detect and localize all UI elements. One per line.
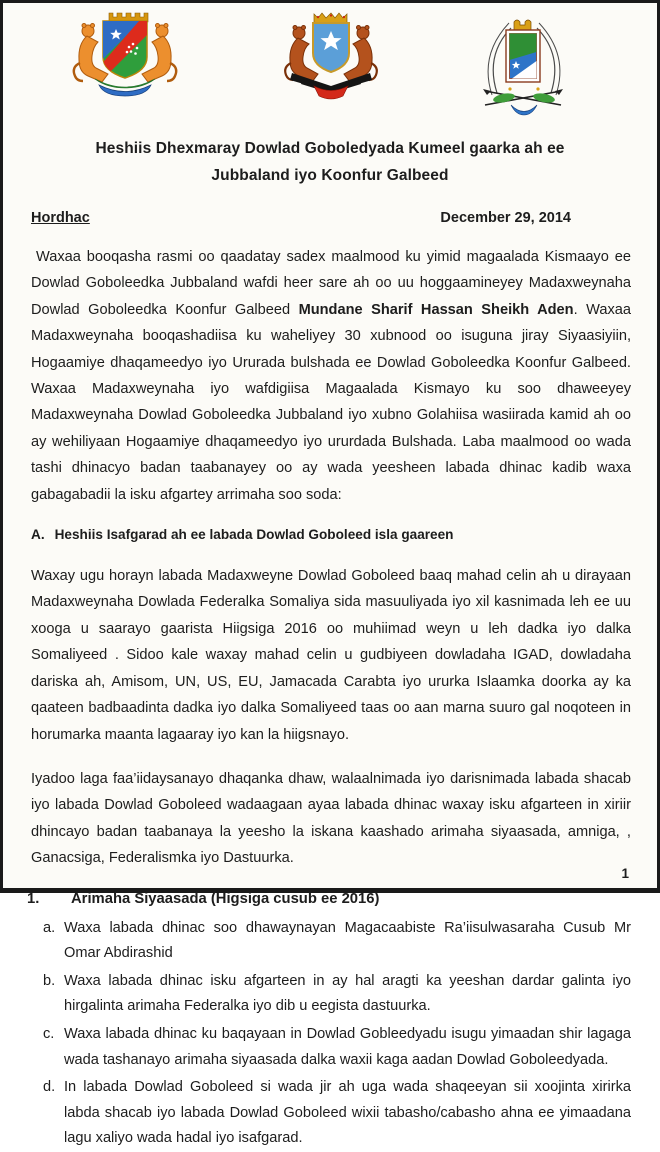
page-number: 1	[621, 866, 629, 881]
list-item-a-marker: a.	[43, 919, 56, 936]
document-date: December 29, 2014	[440, 210, 571, 226]
document-title: Heshiis Dhexmaray Dowlad Goboledyada Kumeel gaarka ah ee Jubbaland iyo Koonfur Galbeed	[95, 140, 565, 184]
section-a-heading	[31, 525, 631, 545]
section-1-number: 1.	[27, 890, 40, 907]
emblem-row	[3, 3, 657, 121]
koonfur-galbeed-coat-of-arms-icon	[461, 15, 587, 118]
list-item-d-text: In labada Dowlad Goboleed si wada jir ah uga wada shaqeeyan sii xoojinta xirirka labda shacab iyo labada Dowlad Goboleed wixii tabasho/cabasho ahna ee yimaadana lagu xaliyo wada hadal iyo isafgarad.	[64, 1079, 631, 1147]
section-1-title: Arimaha Siyaasada (Higsiga cusub ee 2016)	[71, 890, 380, 907]
paragraph-gratitude: Waxay ugu horayn labada Madaxweyne Dowlad Goboleed baaq mahad celin ah u dirayaan Madaxweynaha Dowlada Federalka Somaliya sida masuuliyada iyo xil kasnimada leh ee uu xooga u saarayo gaarista Hiigsiga 2016 oo muhiimad weyn u leh dadka iyo dalka Somaliyeed . Sidoo kale waxay mahad celin u gudbiyeen dowladaha IGAD, dowladaha dariska ah, Amisom, UN, US, EU, Jamacada Carabta iyo ururka Islaamka doorka ay ka qaateen badbaadinta dadka iyo dalka Somaliyeed taas oo aan marna suuro gal noqoteen in horumarka maanta lagaaray iyo kan la hiigsnayo.	[31, 568, 631, 743]
hordhac-heading: Hordhac	[31, 210, 90, 226]
list-item-a	[43, 916, 631, 967]
intro-text-after: . Waxaa Madaxweynaha booqashadiisa ku waheliyey 30 xubnood oo isuguna jiray Siyaasiyiin, Hogaamiye dhaqameedyo iyo Ururada bulshada ee Dowlad Goboleedka Koonfur Galbeed. Waxaa Madaxweynaha iyo wafdigiisa Magaalada Kismayo ku soo dhaweeyey Madaxweynaha Dowlad Goboleedka Jubbaland iyo xubno Golahiisa wasiirada kamid ah oo ay wehiliyaan Hogaamiye dhaqameedyo iyo ururdada Bulshada. Laba maalmood oo wada tashi dhinacyo badan taabanayey oo ay wada yeesheen labada dhinac kadib waxa gabagabadii la isku afgartey arrimaha soo soda:	[31, 301, 631, 503]
somalia-coat-of-arms-icon	[275, 9, 387, 105]
list-item-c	[43, 1022, 631, 1073]
paragraph-cooperation: Iyadoo laga faa’iidaysanayo dhaqanka dhaw, walaalnimada iyo darisnimada labada shacab iyo labada Dowlad Goboleed wadaagaan ayaa labada dhinac waxay isku afgarteen in xiriir dhincayo badan taabanaya la yeesho la iskana kaashado arimaha siyaasada, amniga, , Ganacsiga, Federalismka iyo Dastuurka.	[31, 770, 631, 867]
list-item-d	[43, 1075, 631, 1152]
list-item-b	[43, 969, 631, 1020]
section-a-title: Heshiis Isafgarad ah ee labada Dowlad Goboleed isla gaareen	[54, 527, 454, 543]
list-item-c-marker: c.	[43, 1025, 55, 1042]
meta-row	[31, 210, 629, 226]
president-name-bold: Mundane Sharif Hassan Sheikh Aden	[298, 301, 574, 318]
section-1-heading	[27, 888, 631, 910]
agreement-point-list	[43, 916, 631, 1152]
list-item-a-text: Waxa labada dhinac soo dhawaynayan Magacaabiste Ra’iisulwasaraha Cusub Mr Omar Abdirashid	[64, 919, 631, 962]
section-a-label: A.	[31, 527, 45, 543]
list-item-b-text: Waxa labada dhinac isku afgarteen in ay hal aragti ka yeeshan dardar galinta iyo hirgalinta arimaha Federalka iyo dib u eegista dastuurka.	[64, 972, 631, 1015]
list-item-d-marker: d.	[43, 1079, 56, 1096]
intro-text-before: Waxaa booqasha rasmi oo qaadatay sadex maalmood ku yimid magaalada Kismaayo ee Dowlad Goboleedka Jubbaland wafdi heer sare ah oo uu hoggaamineyey Madaxweynaha Dowlad Goboleedka Koonfur Galbeed	[31, 249, 631, 318]
list-item-c-text: Waxa labada dhinac ku baqayaan in Dowlad Gobleedyadu isugu yimaadan shir lagaga wada tashanayo arimaha siyaasada dalka waxii kaga aadan Dowlad Goboleedyada.	[64, 1025, 631, 1068]
list-item-b-marker: b.	[43, 972, 56, 989]
intro-paragraph	[31, 244, 631, 508]
jubbaland-coat-of-arms-icon	[65, 9, 185, 113]
